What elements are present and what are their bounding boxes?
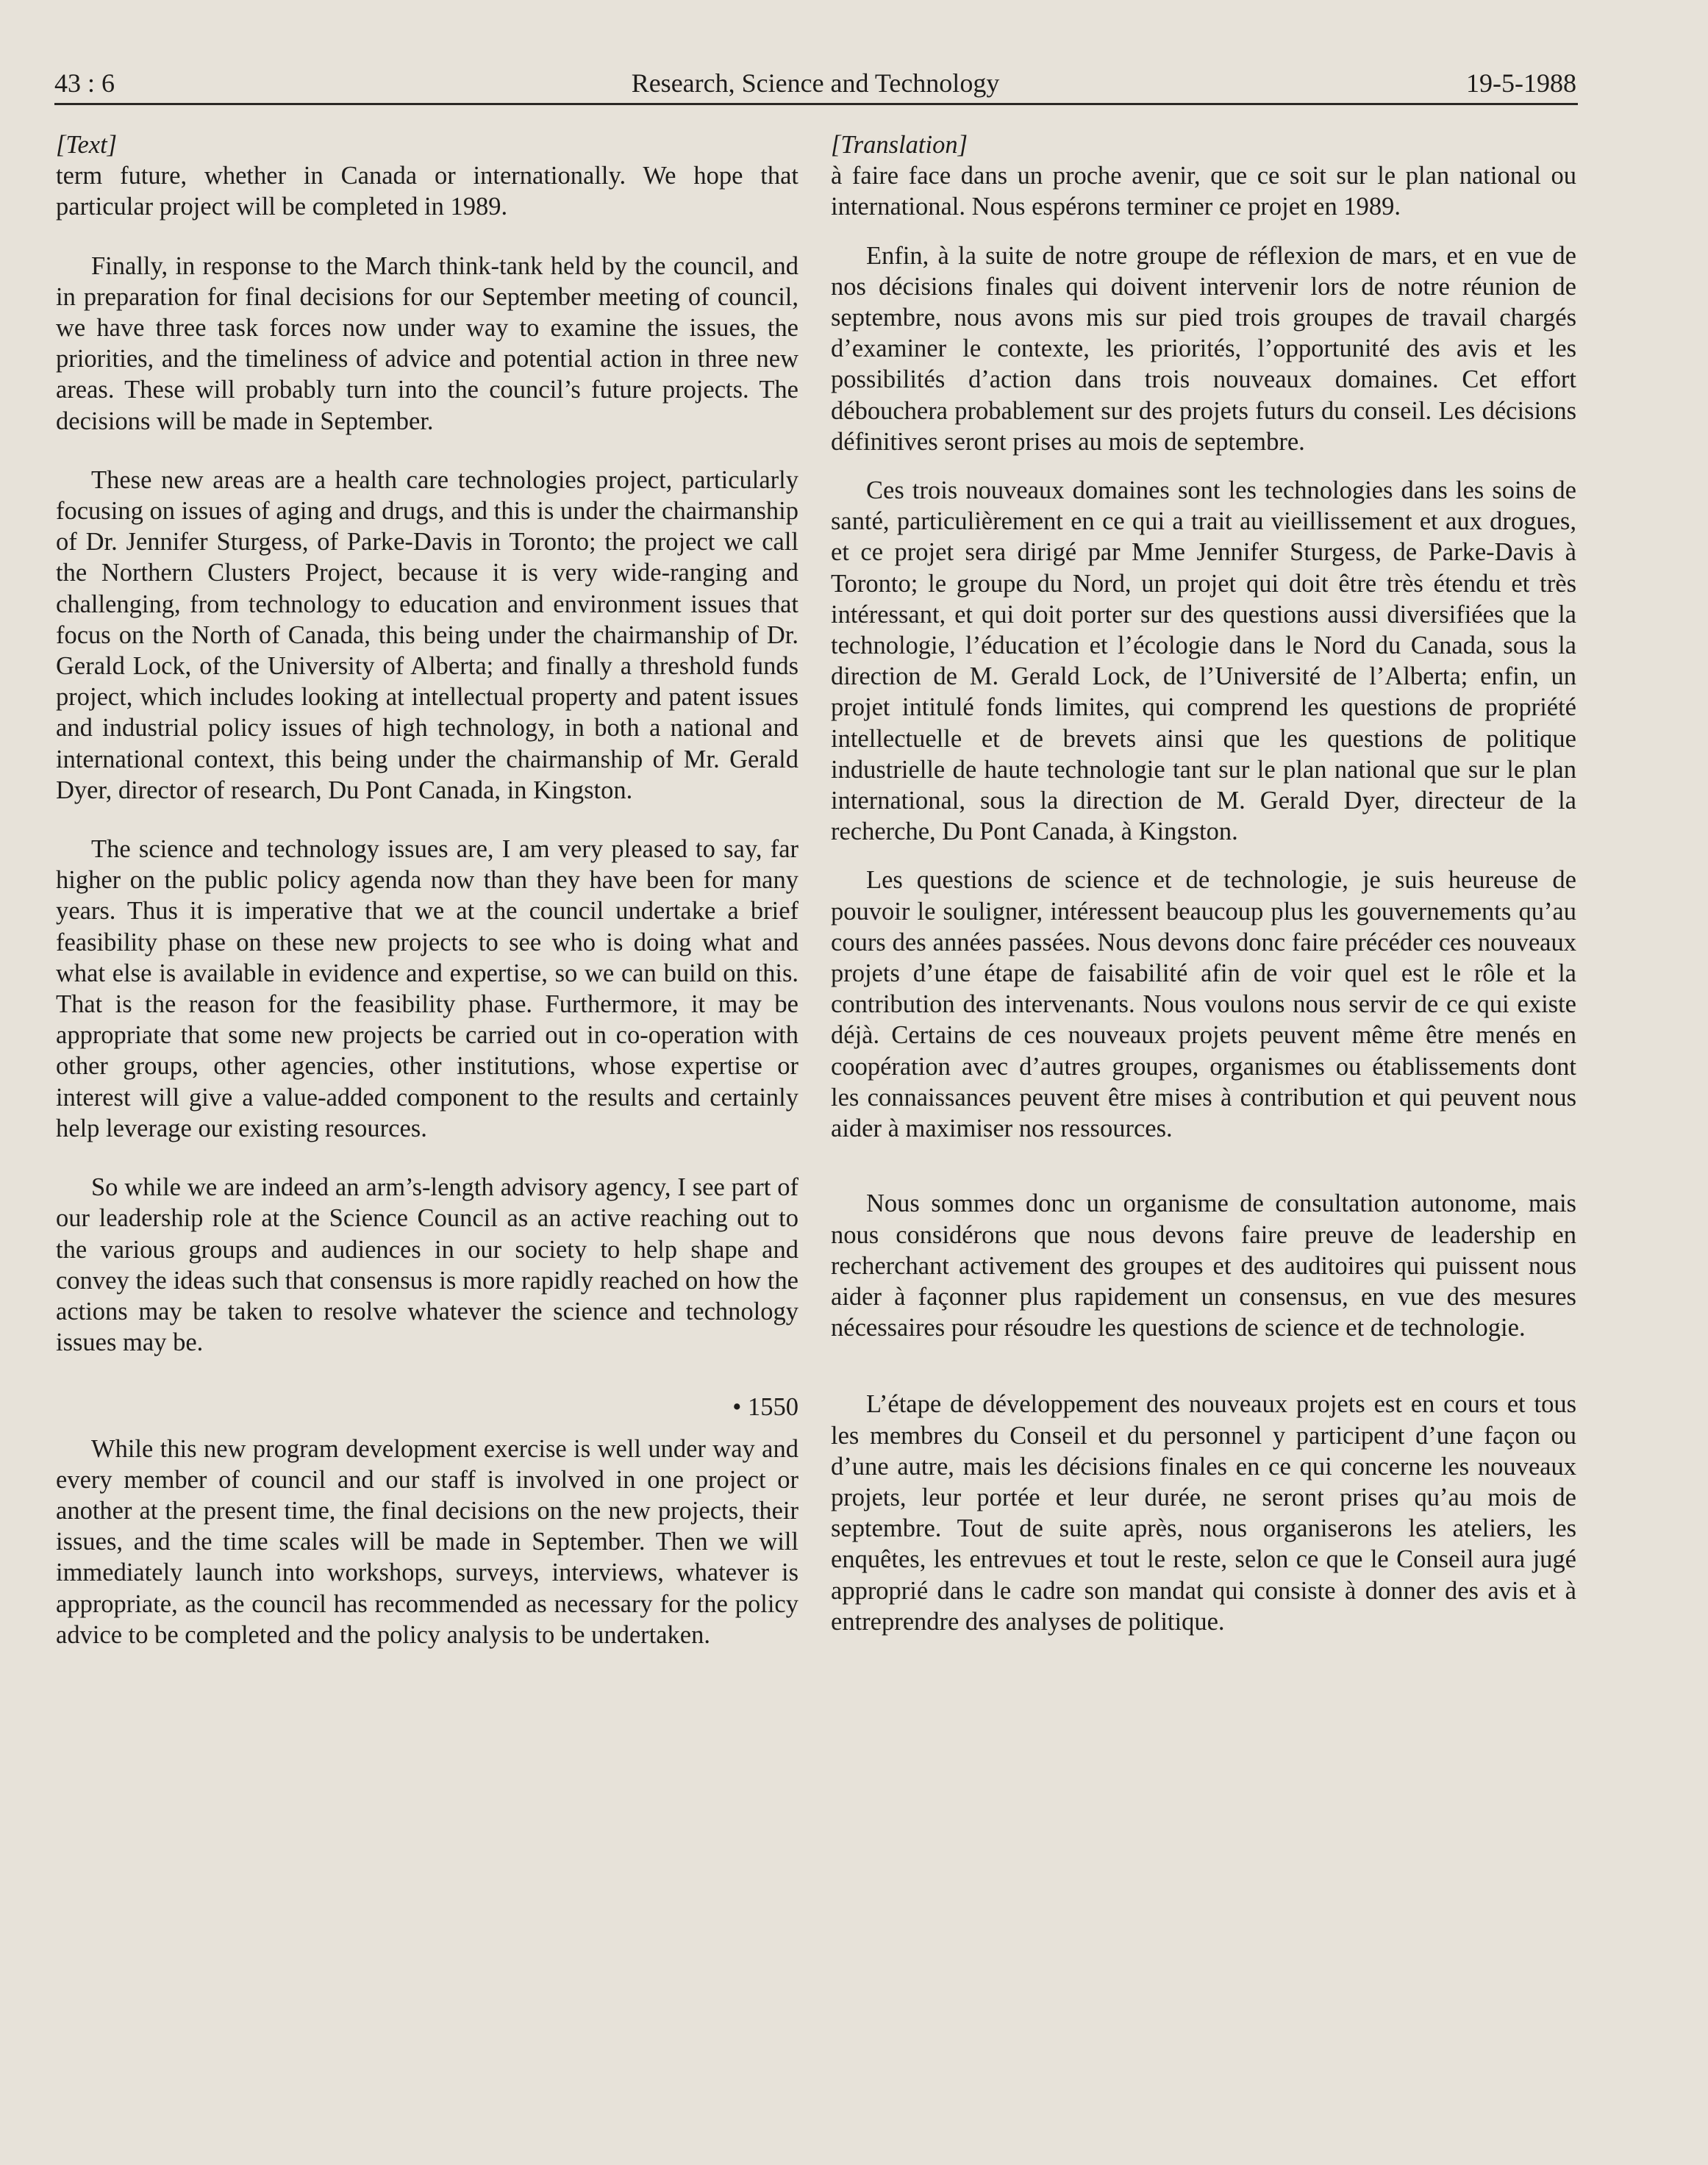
paragraph: Finally, in response to the March think-tank held by the council, and in preparation for final decisions for our September meeting of council, we have three task forces now under way to examine the issues, the priorities, and the timeliness of advice and potential action in three new areas. These will probably turn into the council’s future projects. The decisions will be made in September. xyxy=(56,251,798,435)
time-marker: • 1550 xyxy=(732,1393,798,1422)
english-column xyxy=(56,129,798,1650)
paragraph: L’étape de développement des nouveaux projets est en cours et tous les membres du Conseil et du personnel y participent d’une façon ou d’une autre, mais les décisions finales en ce qui concerne les nouveaux projets, leur portée et leur durée, ne seront prises qu’au mois de septembre. Tout de suite après, nous organiserons les ateliers, les enquêtes, les entrevues et tout le reste, selon ce que le Conseil aura jugé approprié dans le cadre son mandat qui consiste à donner des avis et à entreprendre des analyses de politique. xyxy=(831,1390,1576,1636)
page-date: 19-5-1988 xyxy=(1466,68,1576,98)
paragraph: Ces trois nouveaux domaines sont les technologies dans les soins de santé, particulièrement en ce qui a trait au vieillissement et aux drogues, et ce projet sera dirigé par Mme Jennifer Sturgess, de Parke-Davis à Toronto; le groupe du Nord, un projet qui doit être très étendu et très intéressant, et qui doit porter sur des questions aussi diversifiées que la technologie, l’éducation et l’écologie dans le Nord du Canada, sous la direction de M. Gerald Lock, de l’Université de l’Alberta; enfin, un projet intitulé fonds limites, qui comprend les questions de propriété intellectuelle et de brevets ainsi que les questions de politique industrielle de haute technologie tant sur le plan national que sur le plan international, sous la direction de M. Gerald Dyer, directeur de la recherche, Du Pont Canada, à Kingston. xyxy=(831,476,1576,846)
text-tag: [Text] xyxy=(56,131,118,159)
page-number: 43 : 6 xyxy=(54,68,115,98)
paragraph: These new areas are a health care technologies project, particularly focusing on issues of aging and drugs, and this is under the chairmanship of Dr. Jennifer Sturgess, of Parke-Davis in Toronto; the project we call the Northern Clusters Project, because it is very wide-ranging and challenging, from technology to education and environment issues that focus on the North of Canada, this being under the chairmanship of Dr. Gerald Lock, of the University of Alberta; and finally a threshold funds project, which includes looking at intellectual property and patent issues and industrial policy issues of high technology, in both a national and international context, this being under the chairmanship of Mr. Gerald Dyer, director of research, Du Pont Canada, in Kingston. xyxy=(56,465,798,804)
french-column xyxy=(831,129,1576,1637)
paragraph: The science and technology issues are, I am very pleased to say, far higher on the public policy agenda now than they have been for many years. Thus it is imperative that we at the council undertake a brief feasibility phase on these new projects to see who is doing what and what else is available in evidence and expertise, so we can build on this. That is the reason for the feasibility phase. Furthermore, it may be appropriate that some new projects be carried out in co-operation with other groups, other agencies, other institutions, whose expertise or interest will give a value-added component to the results and certainly help leverage our existing resources. xyxy=(56,835,798,1142)
paragraph: While this new program development exercise is well under way and every member of council and our staff is involved in one project or another at the present time, the final decisions on the new projects, their issues, and the time scales will be made in September. Then we will immediately launch into workshops, surveys, interviews, whatever is appropriate, as the council has recommended as necessary for the policy advice to be completed and the policy analysis to be undertaken. xyxy=(56,1434,798,1649)
page-header xyxy=(54,68,1576,104)
paragraph: Enfin, à la suite de notre groupe de réflexion de mars, et en vue de nos décisions finales qui doivent intervenir lors de notre réunion de septembre, nous avons mis sur pied trois groupes de travail chargés d’examiner le contexte, les priorités, l’opportunité des avis et les possibilités d’action dans trois nouveaux domaines. Cet effort débouchera probablement sur des projets futurs du conseil. Les décisions définitives seront prises au mois de septembre. xyxy=(831,241,1576,456)
paragraph: term future, whether in Canada or internationally. We hope that particular project will be completed in 1989. xyxy=(56,162,798,221)
paragraph: So while we are indeed an arm’s-length advisory agency, I see part of our leadership role at the Science Council as an active reaching out to the various groups and audiences in our society to help shape and convey the ideas such that consensus is more rapidly reached on how the actions may be taken to resolve whatever the science and technology issues may be. xyxy=(56,1173,798,1357)
paragraph: à faire face dans un proche avenir, que ce soit sur le plan national ou international. Nous espérons terminer ce projet en 1989. xyxy=(831,162,1576,221)
header-rule xyxy=(54,103,1578,105)
publication-title: Research, Science and Technology xyxy=(631,68,1000,98)
paragraph: Les questions de science et de technologie, je suis heureuse de pouvoir le souligner, intéressent beaucoup plus les gouvernements qu’au cours des années passées. Nous devons donc faire précéder ces nouveaux projets d’une étape de faisabilité afin de voir quel est le rôle et la contribution des intervenants. Nous voulons nous servir de ce qui existe déjà. Certains de ces nouveaux projets peuvent même être menés en coopération avec d’autres groupes, organismes ou établissements dont les connaissances peuvent être mises à contribution et qui peuvent nous aider à maximiser nos ressources. xyxy=(831,866,1576,1143)
translation-tag: [Translation] xyxy=(831,131,968,159)
paragraph: Nous sommes donc un organisme de consultation autonome, mais nous considérons que nous devons faire preuve de leadership en recherchant activement des groupes et des auditoires qui puissent nous aider à façonner plus rapidement un consensus, en vue des mesures nécessaires pour résoudre les questions de science et de technologie. xyxy=(831,1189,1576,1342)
